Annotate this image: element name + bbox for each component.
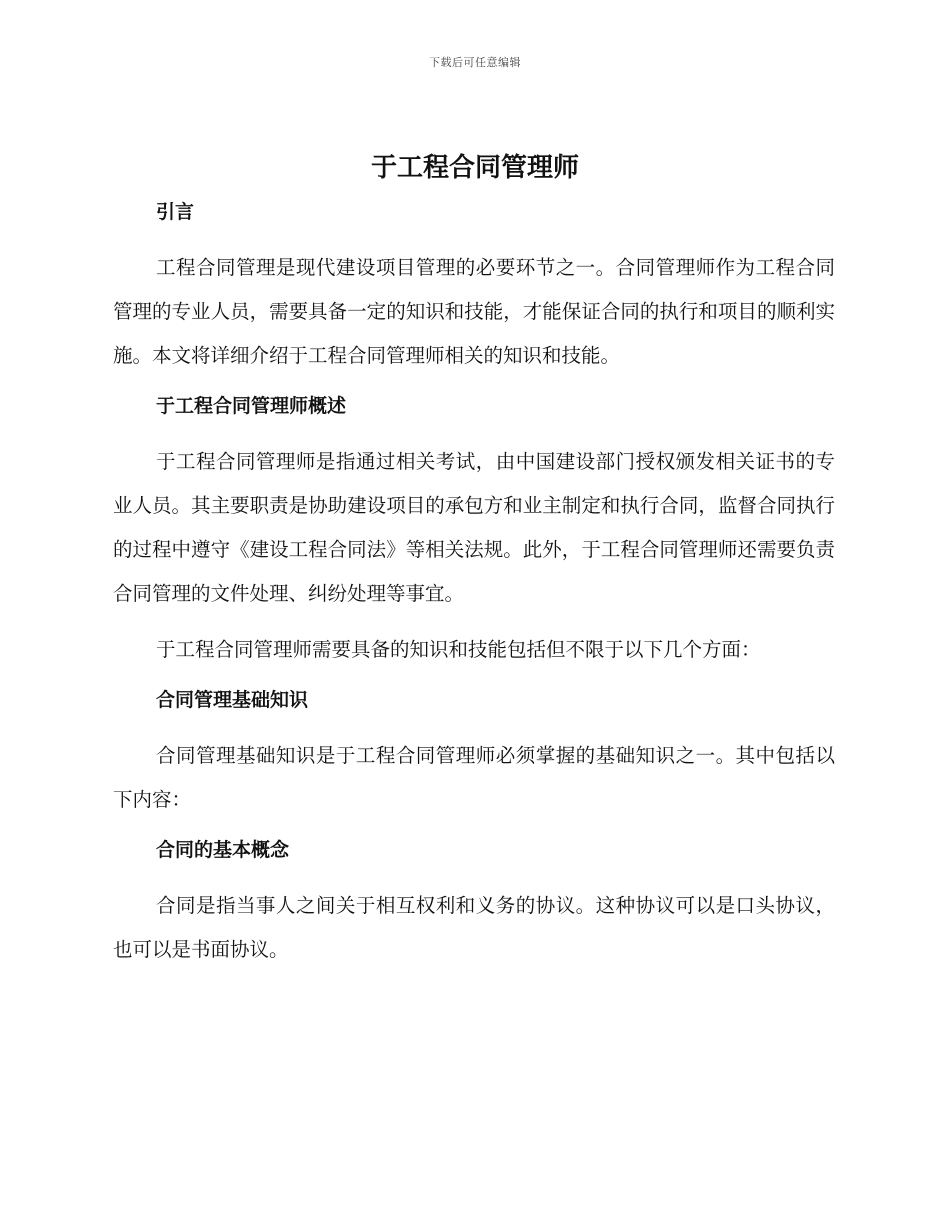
section-heading-overview: 于工程合同管理师概述 [156, 395, 347, 417]
page-header: 下载后可任意编辑 [429, 56, 521, 69]
section-heading-concept: 合同的基本概念 [156, 839, 290, 861]
section-heading-intro: 引言 [156, 201, 195, 223]
paragraph-overview-2: 于工程合同管理师需要具备的知识和技能包括但不限于以下几个方面： [156, 638, 761, 661]
paragraph-intro: 工程合同管理是现代建设项目管理的必要环节之一。合同管理师作为工程合同管理的专业人员，需要具备一定的知识和技能，才能保证合同的执行和项目的顺利实施。本文将详细介绍于工程合同管理师相关的知识和技能。 [113, 256, 835, 367]
paragraph-concept: 合同是指当事人之间关于相互权利和义务的协议。这种协议可以是口头协议，也可以是书面协议。 [113, 894, 835, 961]
paragraph-overview-1: 于工程合同管理师是指通过相关考试，由中国建设部门授权颁发相关证书的专业人员。其主要职责是协助建设项目的承包方和业主制定和执行合同，监督合同执行的过程中遵守《建设工程合同法》等相关法规。此外，于工程合同管理师还需要负责合同管理的文件处理、纠纷处理等事宜。 [113, 450, 835, 605]
document-body [113, 196, 835, 972]
paragraph-basics: 合同管理基础知识是于工程合同管理师必须掌握的基础知识之一。其中包括以下内容： [113, 744, 835, 811]
document-title: 于工程合同管理师 [370, 153, 579, 183]
section-heading-basics: 合同管理基础知识 [156, 689, 309, 711]
